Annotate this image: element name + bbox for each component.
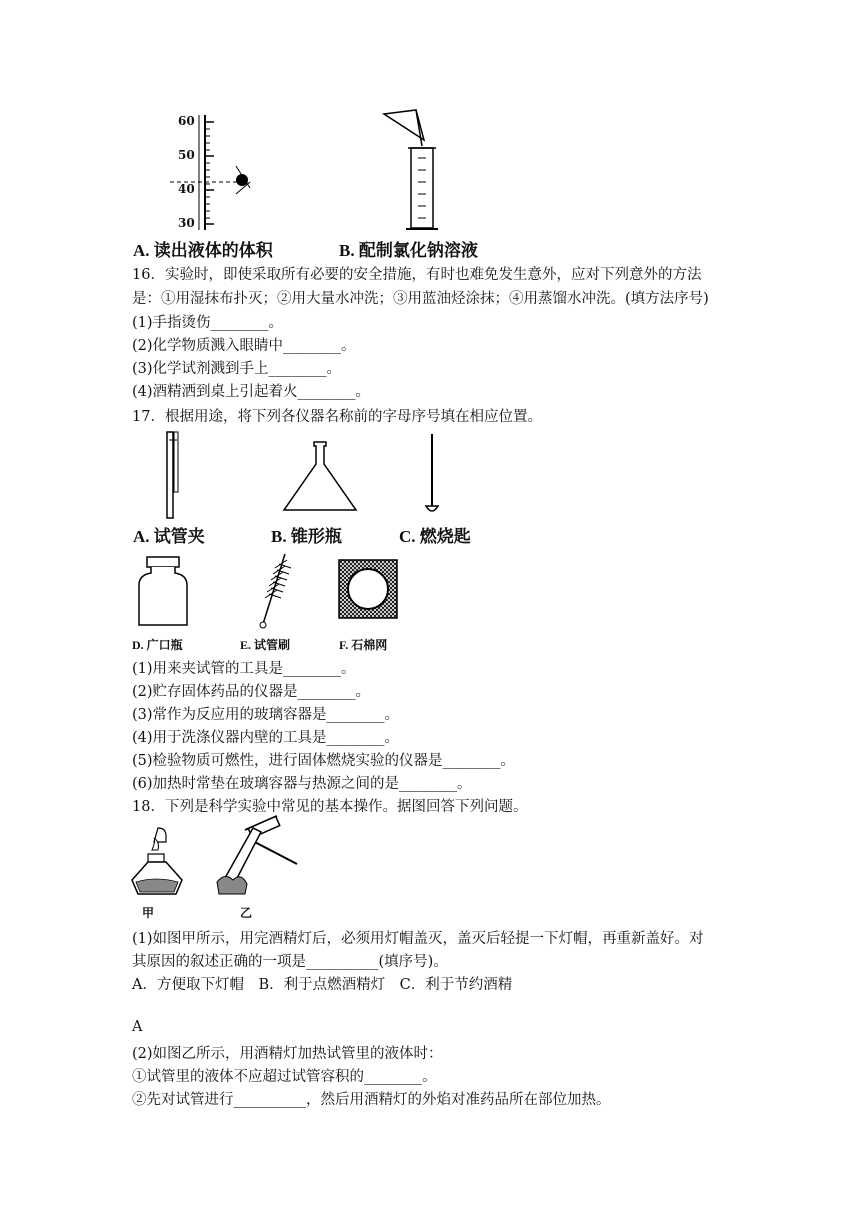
caption-b-nacl-solution: B. 配制氯化钠溶液 bbox=[339, 241, 478, 260]
caption-f-asbestos-gauze: F. 石棉网 bbox=[339, 638, 388, 652]
q18-part1-line1: (1)如图甲所示，用完酒精灯后，必须用灯帽盖灭，盖灭后轻提一下灯帽，再重新盖好。对 bbox=[132, 931, 704, 947]
alcohol-lamp-figure bbox=[128, 826, 188, 901]
q18-part2-item-1: ①试管里的液体不应超过试管容积的________。 bbox=[132, 1069, 437, 1085]
combustion-spoon-figure bbox=[420, 432, 450, 517]
tick-30: 30 bbox=[178, 216, 195, 230]
q18-answer: A bbox=[132, 1019, 143, 1035]
q18-part2-intro: (2)如图乙所示，用酒精灯加热试管里的液体时： bbox=[132, 1046, 443, 1062]
q17-item-4: (4)用于洗涤仪器内壁的工具是________。 bbox=[132, 730, 400, 746]
q16-item-3: (3)化学试剂溅到手上________。 bbox=[132, 361, 342, 377]
q17-stem: 17．根据用途，将下列各仪器名称前的字母序号填在相应位置。 bbox=[132, 409, 542, 425]
q17-item-2: (2)贮存固体药品的仪器是________。 bbox=[132, 684, 371, 700]
test-tube-holder-figure bbox=[155, 430, 195, 520]
conical-flask-figure bbox=[280, 440, 360, 515]
heating-test-tube-figure bbox=[205, 812, 305, 902]
tick-60: 60 bbox=[178, 114, 195, 128]
q16-stem-line2: 是：①用湿抹布扑灭；②用大量水冲洗；③用蓝油烃涂抹；④用蒸馏水冲洗。(填方法序号) bbox=[132, 291, 709, 307]
q16-stem-line1: 16．实验时，即使采取所有必要的安全措施，有时也难免发生意外，应对下列意外的方法 bbox=[132, 267, 702, 283]
caption-b-conical-flask: B. 锥形瓶 bbox=[271, 527, 342, 546]
test-tube-brush-figure bbox=[255, 550, 295, 630]
q18-stem: 18．下列是科学实验中常见的基本操作。据图回答下列问题。 bbox=[132, 799, 528, 815]
q17-item-6: (6)加热时常垫在玻璃容器与热源之间的是________。 bbox=[132, 776, 472, 792]
caption-d-wide-mouth-bottle: D. 广口瓶 bbox=[132, 638, 183, 652]
asbestos-gauze-figure bbox=[337, 558, 399, 620]
q18-options: A．方便取下灯帽 B．利于点燃酒精灯 C．利于节约酒精 bbox=[132, 977, 513, 993]
wide-mouth-bottle-figure bbox=[135, 555, 195, 630]
label-jia: 甲 bbox=[142, 906, 155, 920]
caption-a-test-tube-holder: A. 试管夹 bbox=[133, 527, 205, 546]
caption-c-combustion-spoon: C. 燃烧匙 bbox=[399, 527, 471, 546]
q17-item-5: (5)检验物质可燃性，进行固体燃烧实验的仪器是________。 bbox=[132, 753, 516, 769]
tick-40: 40 bbox=[178, 182, 195, 196]
q17-item-3: (3)常作为反应用的玻璃容器是________。 bbox=[132, 707, 400, 723]
q18-part2-item-2: ②先对试管进行__________，然后用酒精灯的外焰对准药品所在部位加热。 bbox=[132, 1092, 611, 1108]
caption-a-read-volume: A. 读出液体的体积 bbox=[133, 241, 273, 260]
caption-e-test-tube-brush: E. 试管刷 bbox=[240, 638, 291, 652]
q16-item-2: (2)化学物质溅入眼睛中________。 bbox=[132, 338, 356, 354]
q16-item-1: (1)手指烫伤________。 bbox=[132, 315, 284, 331]
label-yi: 乙 bbox=[240, 906, 253, 920]
figure-b-graduated-cylinder bbox=[378, 108, 458, 238]
tick-50: 50 bbox=[178, 148, 195, 162]
q17-item-1: (1)用来夹试管的工具是________。 bbox=[132, 661, 356, 677]
q16-item-4: (4)酒精洒到桌上引起着火________。 bbox=[132, 384, 371, 400]
q18-part1-line2: 其原因的叙述正确的一项是__________(填序号)。 bbox=[132, 954, 448, 970]
